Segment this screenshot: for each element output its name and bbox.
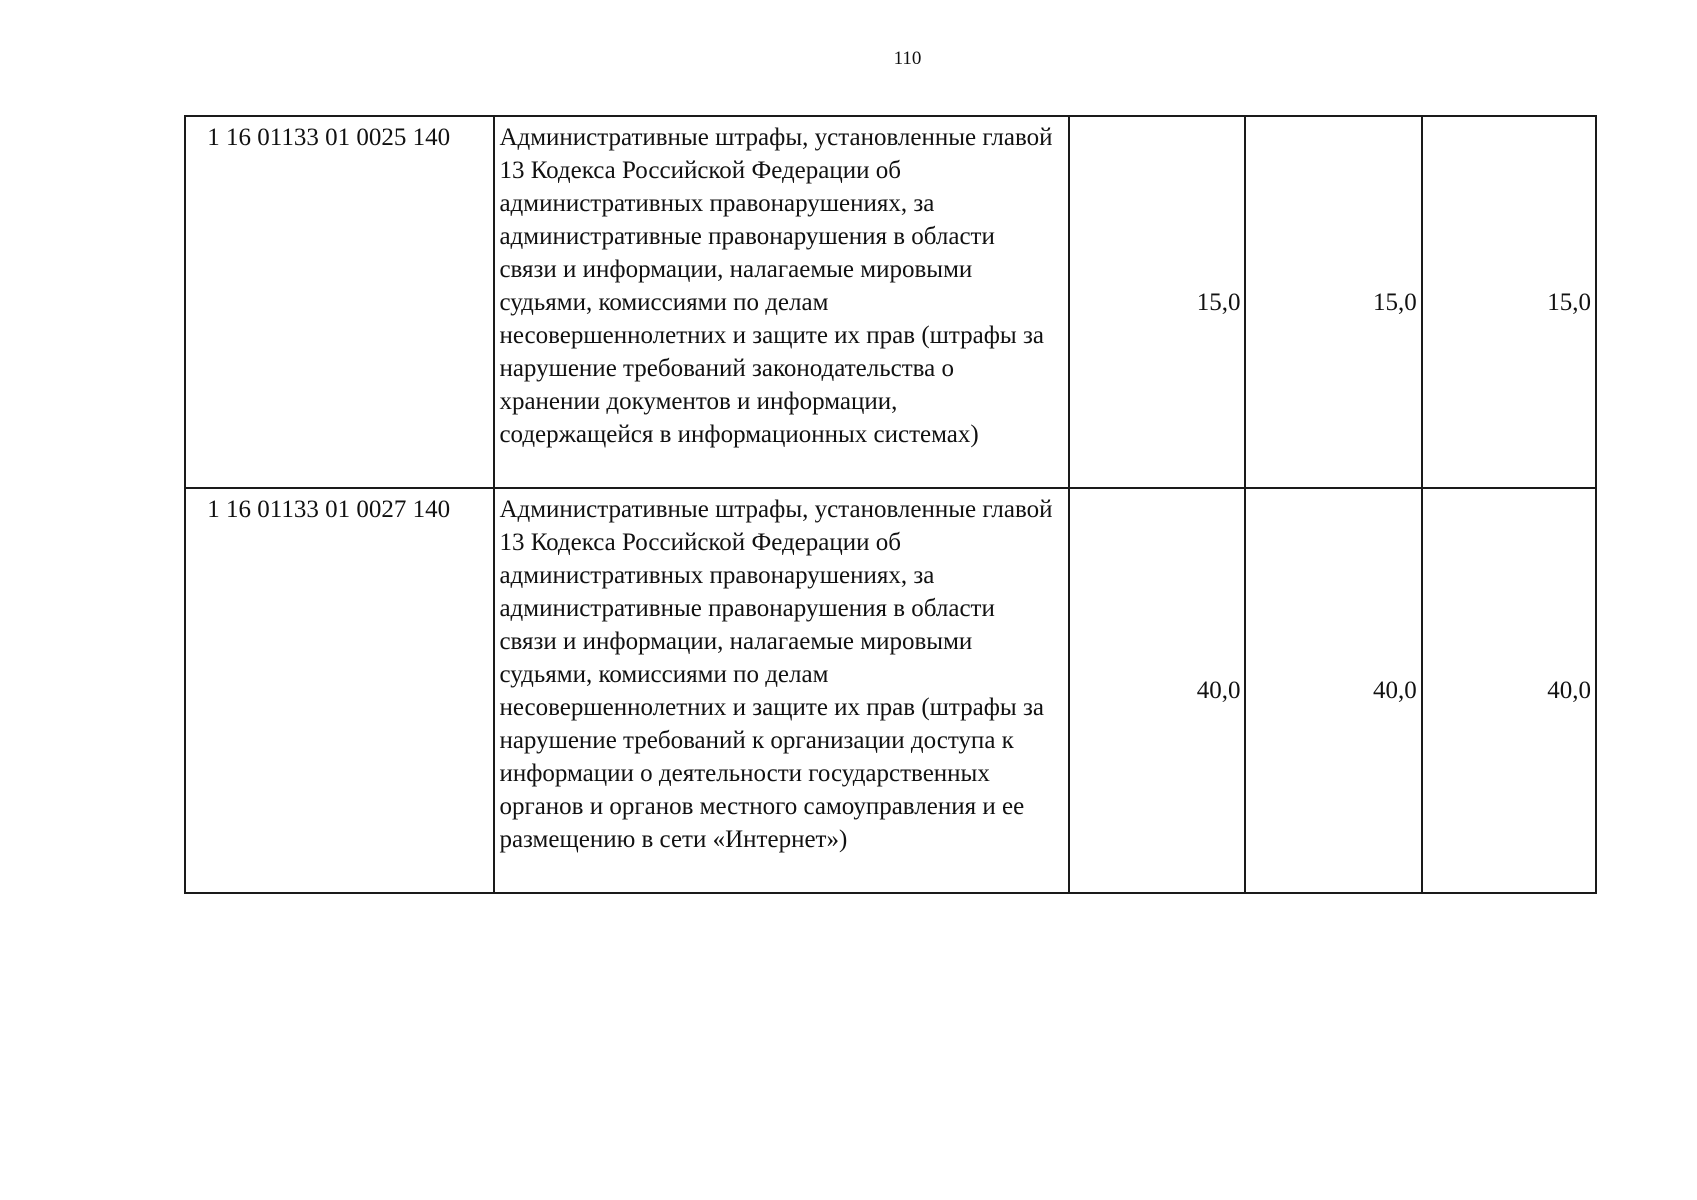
budget-code: 1 16 01133 01 0025 140 — [207, 124, 451, 151]
value-year-1: 40,0 — [1069, 488, 1245, 893]
table-row — [185, 488, 1596, 893]
description-cell: Административные штрафы, установленные главой 13 Кодекса Российской Федерации об административных правонарушениях, за административные правонарушения в области связи и информации, налагаемые мировыми судьями, комиссиями по делам несовершеннолетних и защите их прав (штрафы за нарушение требований к организации доступа к информации о деятельности государственных органов и органов местного самоуправления и ее размещению в сети «Интернет») — [494, 488, 1069, 893]
budget-code: 1 16 01133 01 0027 140 — [207, 496, 451, 523]
value-year-2: 15,0 — [1245, 116, 1421, 488]
page-number: 110 — [893, 48, 922, 69]
value-year-3: 40,0 — [1422, 488, 1596, 893]
table-row — [185, 116, 1596, 488]
budget-code-cell — [185, 116, 494, 488]
value-year-2: 40,0 — [1245, 488, 1421, 893]
budget-table — [184, 115, 1597, 894]
description-cell: Административные штрафы, установленные главой 13 Кодекса Российской Федерации об административных правонарушениях, за административные правонарушения в области связи и информации, налагаемые мировыми судьями, комиссиями по делам несовершеннолетних и защите их прав (штрафы за нарушение требований законодательства о хранении документов и информации, содержащейся в информационных системах) — [494, 116, 1069, 488]
budget-code-cell — [185, 488, 494, 893]
value-year-3: 15,0 — [1422, 116, 1596, 488]
value-year-1: 15,0 — [1069, 116, 1245, 488]
